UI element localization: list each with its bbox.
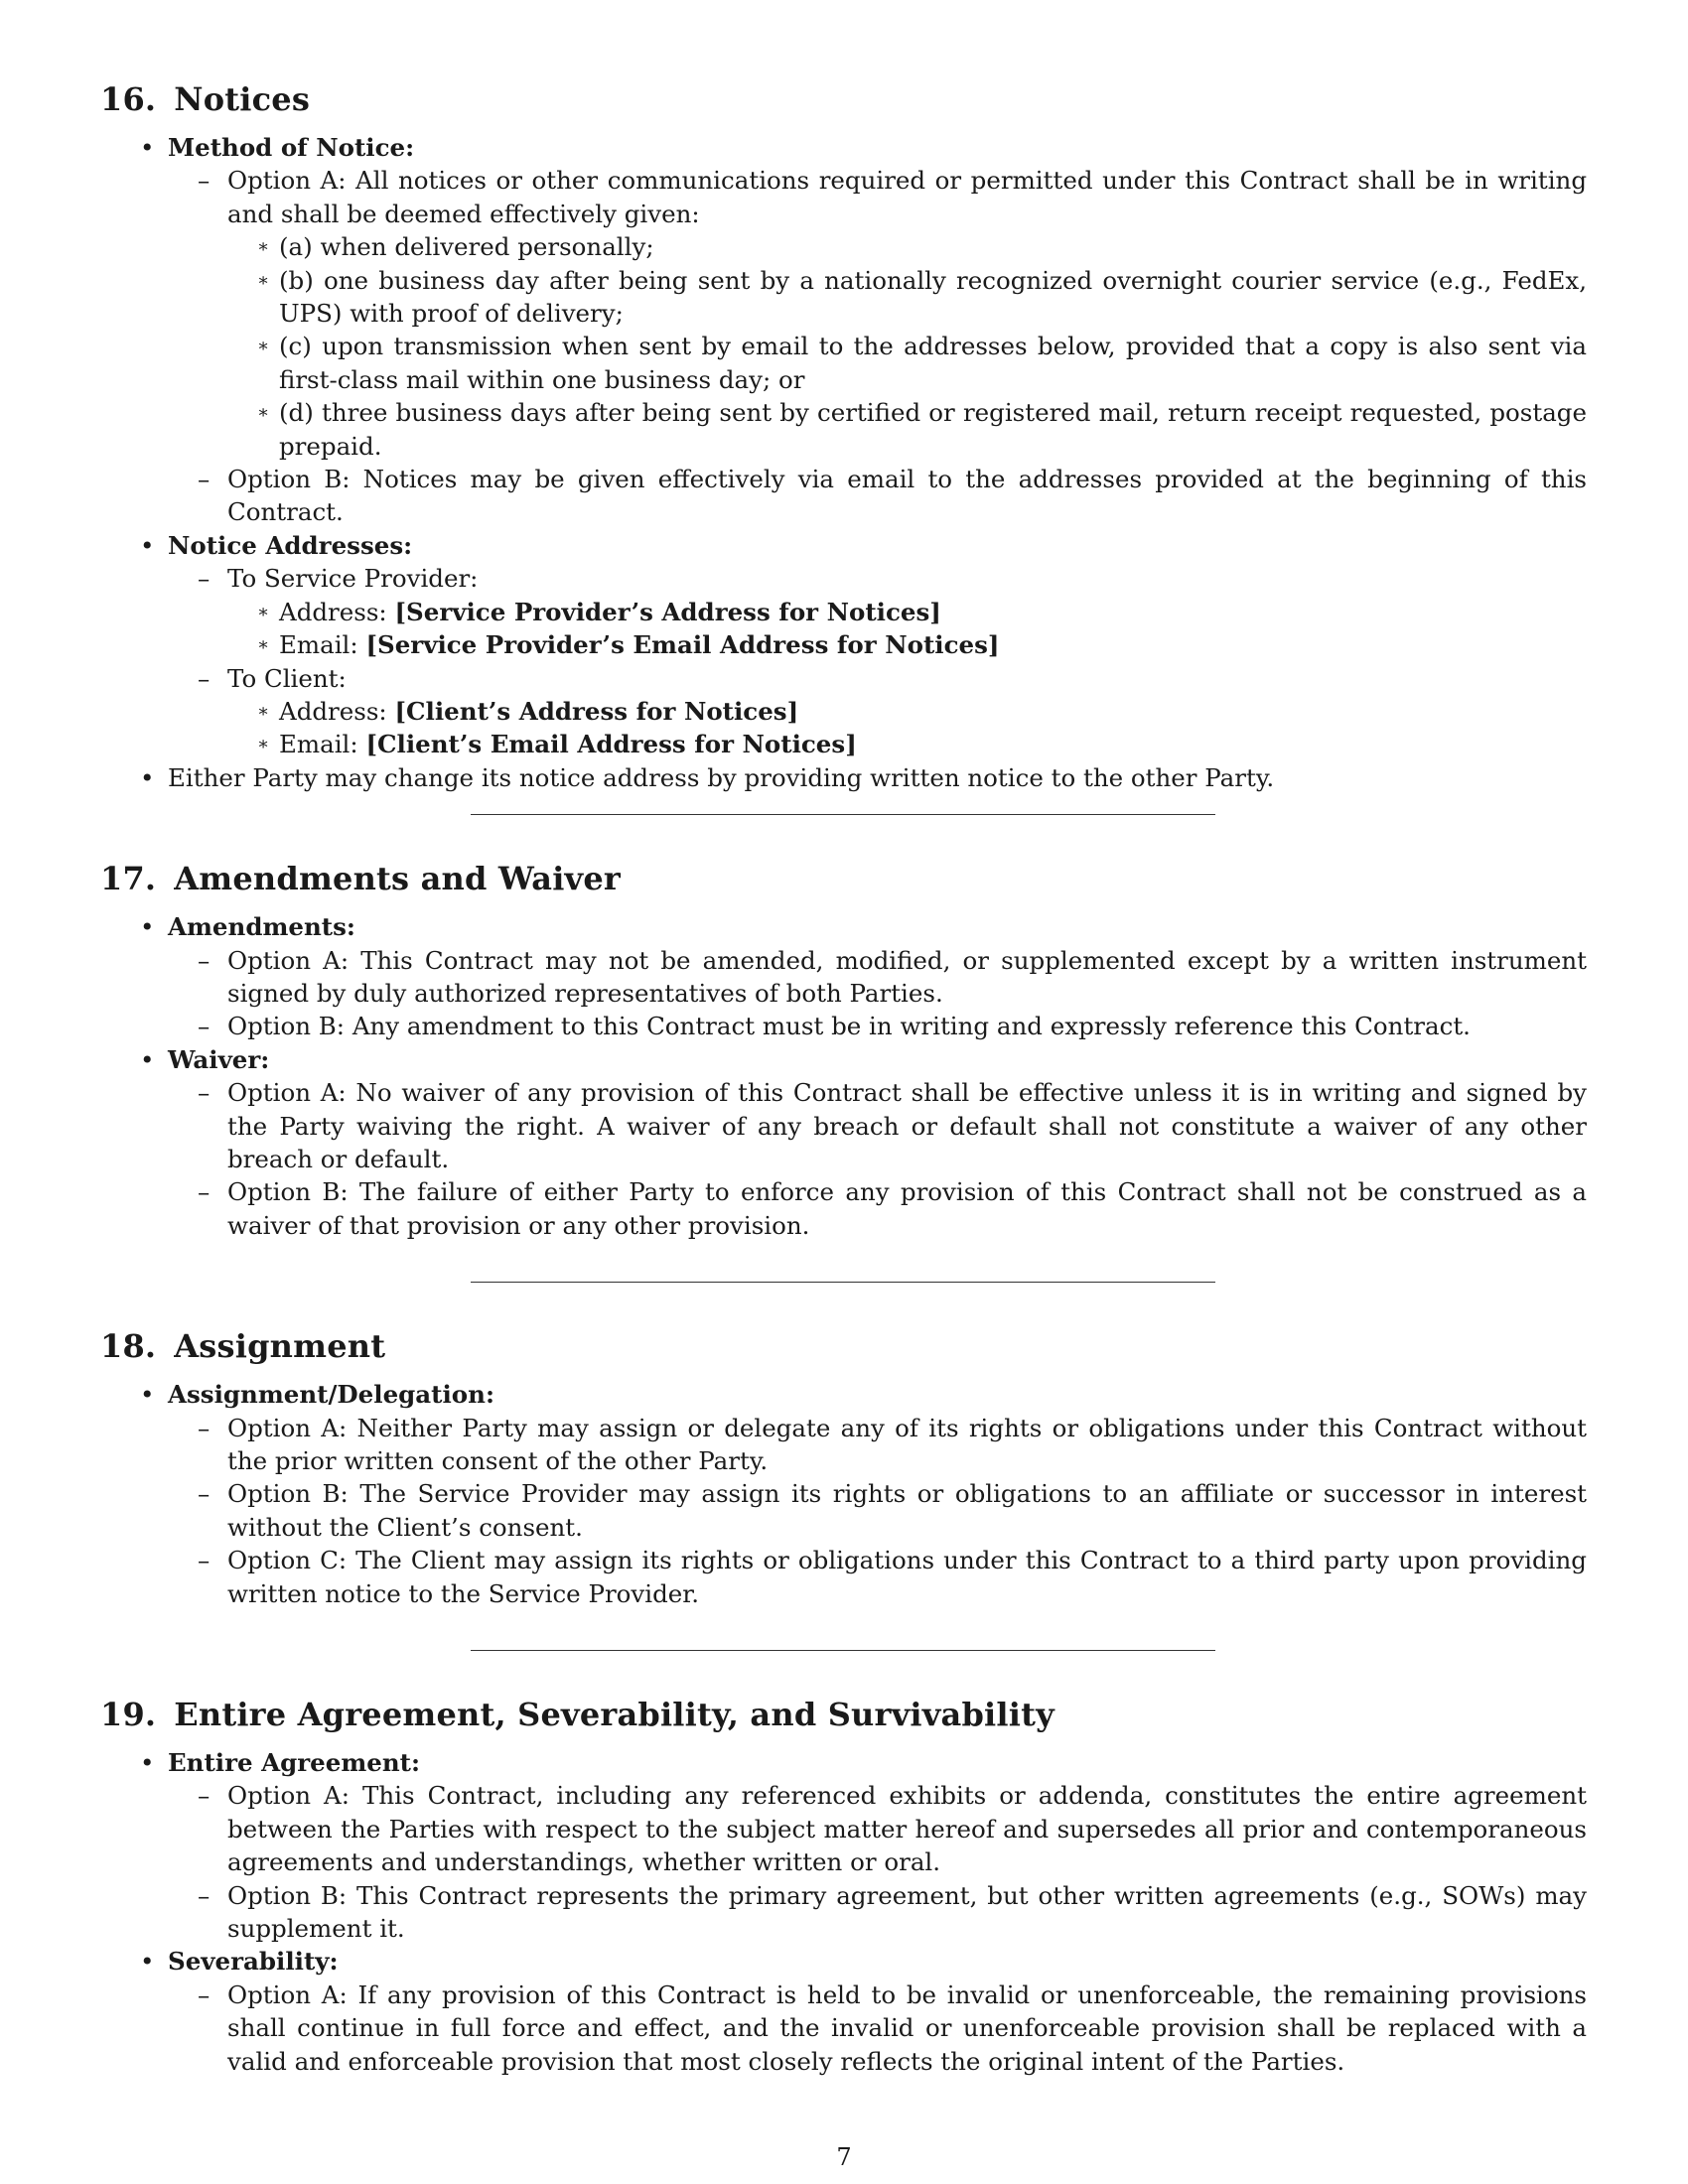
star-marker: ∗ (257, 336, 270, 357)
section-divider (471, 1650, 1215, 1651)
option-item (168, 164, 1587, 463)
option-item (168, 1979, 1587, 2078)
list-item (100, 910, 1587, 1043)
list-item (100, 1043, 1587, 1242)
dash-marker: – (198, 1781, 211, 1811)
option-item (168, 662, 1587, 761)
section-19-entire-agreement (100, 1695, 1587, 2078)
dash-marker: – (198, 1012, 211, 1041)
list-item (100, 1378, 1587, 1610)
dash-marker: – (198, 1880, 211, 1910)
document-page (100, 79, 1587, 2078)
dash-marker: – (198, 1413, 211, 1442)
option-text: Option B: Notices may be given effectively via email to the addresses provided at the beginning of this Contract. (227, 465, 1587, 527)
star-marker: ∗ (257, 601, 270, 622)
field-prefix: Email: (279, 730, 366, 759)
bullet-marker: • (140, 1947, 155, 1977)
section-heading (100, 859, 1587, 898)
option-text: Option A: Neither Party may assign or delegate any of its rights or obligations under this Contract without the prior written consent of the other Party. (227, 1413, 1587, 1475)
bullet-marker: • (140, 1380, 155, 1410)
option-text: Option A: This Contract may not be amended, modified, or supplemented except by a written instrument signed by duly authorized representatives of both Parties. (227, 945, 1587, 1008)
star-marker: ∗ (257, 236, 270, 258)
option-item (168, 1076, 1587, 1175)
bullet-list (100, 1746, 1587, 2078)
section-divider (471, 1282, 1215, 1283)
field-prefix: Address: (279, 597, 395, 626)
option-item (168, 1544, 1587, 1610)
item-text: Either Party may change its notice address by providing written notice to the other Party. (168, 762, 1275, 792)
page-number: 7 (836, 2143, 852, 2171)
bullet-marker: • (140, 912, 155, 942)
list-item (100, 131, 1587, 529)
sub-item (227, 264, 1587, 331)
dash-marker: – (198, 1177, 211, 1207)
recipient-label: To Service Provider: (227, 564, 479, 594)
option-item (168, 1879, 1587, 1946)
option-item (168, 1010, 1587, 1042)
section-16-notices (100, 79, 1587, 794)
option-text: Option B: The Service Provider may assign its rights or obligations to an affiliate or successor in interest without the Client’s consent. (227, 1479, 1587, 1542)
list-item (100, 761, 1587, 794)
dash-marker: – (198, 564, 211, 594)
star-marker: ∗ (257, 634, 270, 656)
recipient-label: To Client: (227, 663, 347, 693)
option-text: Option A: All notices or other communications required or permitted under this Contract shall be in writing and shall be deemed effectively given: (227, 166, 1587, 228)
section-divider (471, 814, 1215, 815)
section-18-assignment (100, 1326, 1587, 1610)
list-item (100, 1945, 1587, 2078)
option-item (168, 463, 1587, 529)
dash-marker: – (198, 945, 211, 975)
dash-marker: – (198, 166, 211, 196)
dash-marker: – (198, 663, 211, 693)
option-text: Option B: Any amendment to this Contract must be in writing and expressly reference this Contract. (227, 1012, 1471, 1041)
sub-item-text: (d) three business days after being sent by certified or registered mail, return receipt requested, postage prepaid. (279, 398, 1587, 461)
section-17-amendments-waiver (100, 859, 1587, 1242)
list-item (100, 1746, 1587, 1945)
bullet-list (100, 1378, 1587, 1610)
option-item (168, 562, 1587, 661)
sub-item (227, 628, 1587, 661)
option-text: Option B: This Contract represents the primary agreement, but other written agreements (e.g., SOWs) may supplement it. (227, 1880, 1587, 1944)
star-marker: ∗ (257, 269, 270, 291)
bullet-marker: • (140, 1748, 155, 1778)
option-text: Option A: No waiver of any provision of this Contract shall be effective unless it is in writing and signed by the Party waiving the right. A waiver of any breach or default shall not constitute a waiver of any other breach or default. (227, 1078, 1587, 1173)
sub-item (227, 230, 1587, 263)
item-label: Amendments: (168, 912, 355, 942)
bullet-marker: • (140, 1044, 155, 1074)
bullet-list (100, 910, 1587, 1242)
section-title: Notices (174, 80, 311, 118)
dash-marker: – (198, 1078, 211, 1108)
item-label: Waiver: (168, 1044, 270, 1074)
item-label: Method of Notice: (168, 133, 415, 162)
section-heading (100, 1326, 1587, 1366)
field-prefix: Address: (279, 696, 395, 726)
option-text: Option A: If any provision of this Contract is held to be invalid or unenforceable, the remaining provisions shall continue in full force and effect, and the invalid or unenforceable provision shall be replaced with a valid and enforceable provision that most closely reflects the original intent of the Parties. (227, 1979, 1587, 2076)
star-marker: ∗ (257, 700, 270, 722)
option-item (168, 1477, 1587, 1544)
section-title: Assignment (174, 1327, 386, 1366)
bullet-marker: • (140, 762, 155, 792)
sub-item (227, 596, 1587, 628)
dash-marker: – (198, 1479, 211, 1509)
section-number: 17. (100, 860, 157, 898)
option-item (168, 1779, 1587, 1878)
placeholder-text: [Service Provider’s Address for Notices] (394, 597, 941, 626)
star-marker: ∗ (257, 734, 270, 755)
section-title: Entire Agreement, Severability, and Survivability (174, 1696, 1055, 1734)
item-label: Severability: (168, 1947, 339, 1977)
sub-item (227, 396, 1587, 463)
sub-item-text: (c) upon transmission when sent by email to the addresses below, provided that a copy is also sent via first-class mail within one business day; or (279, 332, 1587, 394)
placeholder-text: [Client’s Email Address for Notices] (365, 730, 857, 759)
option-item (168, 1412, 1587, 1478)
option-text: Option C: The Client may assign its rights or obligations under this Contract to a third party upon providing written notice to the Service Provider. (227, 1546, 1587, 1608)
item-label: Assignment/Delegation: (168, 1380, 494, 1410)
placeholder-text: [Service Provider’s Email Address for Notices] (365, 630, 1000, 660)
item-label: Entire Agreement: (168, 1748, 421, 1778)
field-prefix: Email: (279, 630, 366, 660)
sub-item (227, 695, 1587, 728)
section-number: 19. (100, 1696, 157, 1734)
section-heading (100, 79, 1587, 119)
section-number: 16. (100, 80, 157, 118)
option-text: Option A: This Contract, including any referenced exhibits or addenda, constitutes the entire agreement between the Parties with respect to the subject matter hereof and supersedes all prior and contemporaneous agreements and understandings, whether written or oral. (227, 1781, 1587, 1877)
bullet-marker: • (140, 133, 155, 162)
item-label: Notice Addresses: (168, 530, 413, 560)
dash-marker: – (198, 465, 211, 494)
section-heading (100, 1695, 1587, 1734)
dash-marker: – (198, 1546, 211, 1575)
placeholder-text: [Client’s Address for Notices] (394, 696, 799, 726)
star-marker: ∗ (257, 402, 270, 424)
sub-item-text: (a) when delivered personally; (279, 232, 654, 262)
sub-item (227, 728, 1587, 760)
section-number: 18. (100, 1327, 157, 1366)
sub-item (227, 330, 1587, 396)
option-item (168, 944, 1587, 1011)
section-title: Amendments and Waiver (174, 860, 621, 898)
sub-item-text: (b) one business day after being sent by a nationally recognized overnight courier service (e.g., FedEx, UPS) with proof of delivery; (279, 265, 1587, 329)
dash-marker: – (198, 1979, 211, 2009)
bullet-list (100, 131, 1587, 794)
option-text: Option B: The failure of either Party to enforce any provision of this Contract shall not be construed as a waiver of that provision or any other provision. (227, 1177, 1587, 1240)
bullet-marker: • (140, 530, 155, 560)
option-item (168, 1175, 1587, 1242)
list-item (100, 529, 1587, 761)
